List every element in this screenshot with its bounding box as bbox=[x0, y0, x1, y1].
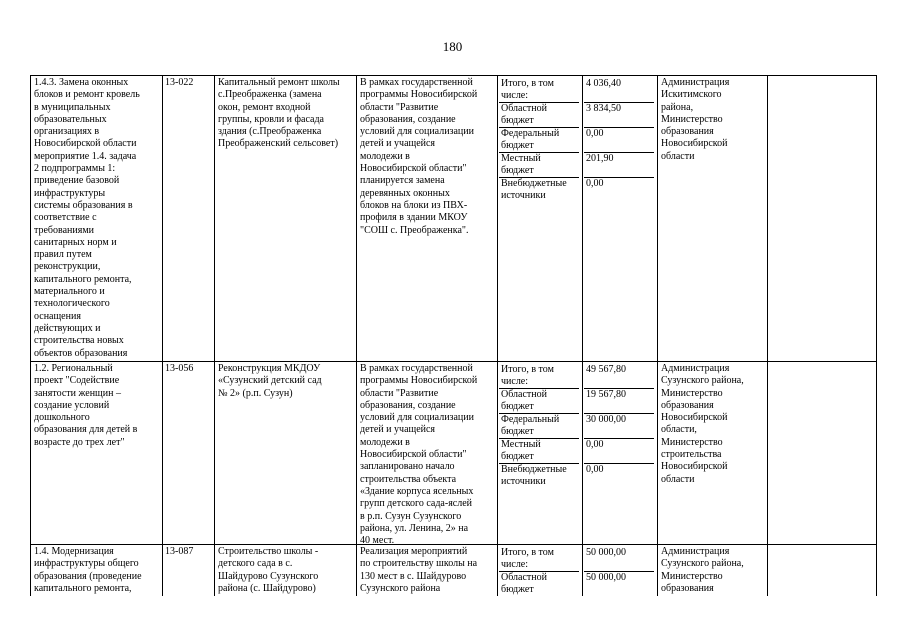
object-name-cell-line: Преображенский сельсовет) bbox=[218, 138, 339, 150]
description-cell-line: по строительству школы на bbox=[360, 558, 478, 570]
column-border bbox=[582, 75, 583, 596]
activity-cell-line: 1.4.3. Замена оконных bbox=[34, 77, 129, 88]
executor-cell-line: строительства bbox=[661, 449, 722, 461]
description-cell bbox=[360, 363, 495, 547]
activity-cell-line: образования для детей в bbox=[34, 424, 138, 436]
funding-source-label-line: Местный bbox=[501, 439, 541, 450]
funding-source-label-line: Областной bbox=[501, 103, 548, 114]
funding-source-label-line: бюджет bbox=[501, 584, 534, 596]
funding-amount: 0,00 bbox=[586, 128, 604, 139]
funding-source-label-line: источники bbox=[501, 476, 546, 488]
funding-source-label bbox=[501, 439, 580, 464]
executor-cell-line: образования bbox=[661, 399, 714, 411]
description-cell-line: молодежи в bbox=[360, 436, 410, 448]
funding-source-label-line: Федеральный bbox=[501, 128, 560, 139]
funding-source-label-line: бюджет bbox=[501, 140, 534, 152]
row-border bbox=[30, 75, 877, 76]
executor-cell-line: Министерство bbox=[661, 570, 723, 582]
funding-source-label-line: Итого, в том bbox=[501, 78, 554, 89]
description-cell-line: блоков на блоки из ПВХ- bbox=[360, 199, 468, 211]
activity-cell-line: строительства новых bbox=[34, 335, 124, 347]
activity-cell-line: Новосибирской области bbox=[34, 138, 137, 150]
executor-cell-line: района, bbox=[661, 101, 694, 113]
column-border bbox=[162, 75, 163, 596]
funding-amount: 0,00 bbox=[586, 464, 604, 475]
executor-cell-line: Искитимского bbox=[661, 89, 722, 101]
funding-source-label bbox=[501, 389, 580, 414]
funding-source-label-line: Итого, в том bbox=[501, 364, 554, 375]
description-cell-line: деревянных оконных bbox=[360, 187, 450, 199]
object-name-cell-line: Шайдурово Сузунского bbox=[218, 570, 319, 582]
object-name-cell bbox=[218, 363, 354, 400]
funding-source-label bbox=[501, 464, 580, 489]
executor-cell-line: Новосибирской bbox=[661, 461, 728, 473]
description-cell-line: 130 мест в с. Шайдурово bbox=[360, 570, 467, 582]
executor-cell-line: Министерство bbox=[661, 113, 723, 125]
funding-source-label-line: Федеральный bbox=[501, 414, 560, 425]
activity-cell-line: реконструкции, bbox=[34, 261, 101, 273]
executor-cell-line: области bbox=[661, 150, 695, 162]
description-cell-line: В рамках государственной bbox=[360, 363, 473, 374]
description-cell-line: 40 мест. bbox=[360, 535, 395, 547]
funding-amount: 19 567,80 bbox=[586, 389, 626, 400]
funding-source-label-line: Местный bbox=[501, 153, 541, 164]
column-border bbox=[876, 75, 877, 596]
activity-cell bbox=[34, 546, 160, 595]
funding-source-label bbox=[501, 178, 580, 203]
funding-source-label-line: Внебюджетные bbox=[501, 464, 567, 475]
activity-cell-line: санитарных норм и bbox=[34, 236, 117, 248]
activity-cell-line: объектов образования bbox=[34, 347, 128, 359]
column-border bbox=[30, 75, 31, 596]
executor-cell-line: Министерство bbox=[661, 387, 723, 399]
description-cell-line: программы Новосибирской bbox=[360, 89, 478, 101]
activity-cell-line: создание условий bbox=[34, 399, 110, 411]
activity-cell-line: возрасте до трех лет" bbox=[34, 436, 125, 448]
funding-source-label-line: числе: bbox=[501, 376, 529, 388]
description-cell-line: Новосибирской области" bbox=[360, 449, 467, 461]
executor-cell-line: области bbox=[661, 473, 695, 485]
executor-cell-line: образования bbox=[661, 126, 714, 138]
executor-cell bbox=[661, 77, 765, 163]
activity-cell-line: технологического bbox=[34, 298, 110, 310]
funding-source-label-line: бюджет bbox=[501, 426, 534, 438]
executor-cell bbox=[661, 363, 765, 486]
activity-cell-line: организациях в bbox=[34, 126, 100, 138]
description-cell-line: молодежи в bbox=[360, 150, 410, 162]
object-name-cell-line: № 2» (р.п. Сузун) bbox=[218, 387, 293, 399]
funding-source-label-line: Областной bbox=[501, 389, 548, 400]
object-code: 13-056 bbox=[165, 363, 194, 374]
activity-cell-line: системы образования в bbox=[34, 199, 133, 211]
funding-amount: 4 036,40 bbox=[586, 78, 621, 89]
activity-cell-line: требованиями bbox=[34, 224, 95, 236]
description-cell-line: Сузунского района bbox=[360, 582, 441, 594]
activity-cell-line: занятости женщин – bbox=[34, 387, 121, 399]
description-cell-line: планируется замена bbox=[360, 175, 445, 187]
column-border bbox=[767, 75, 768, 596]
funding-source-label-line: Областной bbox=[501, 572, 548, 583]
executor-cell-line: Новосибирской bbox=[661, 138, 728, 150]
executor-cell-line: Сузунского района, bbox=[661, 558, 744, 570]
description-cell-line: условий для социализации bbox=[360, 126, 474, 138]
object-name-cell-line: с.Преображенка (замена bbox=[218, 89, 322, 101]
description-cell-line: «Здание корпуса ясельных bbox=[360, 485, 474, 497]
row-border bbox=[30, 361, 877, 362]
funding-source-label-line: числе: bbox=[501, 90, 529, 102]
object-name-cell-line: детского сада в с. bbox=[218, 558, 293, 570]
object-name-cell-line: здания (с.Преображенка bbox=[218, 126, 322, 138]
object-name-cell-line: «Сузунский детский сад bbox=[218, 375, 322, 387]
activity-cell-line: мероприятие 1.4. задача bbox=[34, 150, 137, 162]
funding-source-label-line: бюджет bbox=[501, 115, 534, 127]
executor-cell-line: Администрация bbox=[661, 363, 730, 374]
activity-cell-line: капитального ремонта, bbox=[34, 582, 132, 594]
description-cell-line: образования, создание bbox=[360, 113, 456, 125]
executor-cell-line: области, bbox=[661, 424, 697, 436]
activity-cell bbox=[34, 363, 160, 449]
funding-source-label bbox=[501, 153, 580, 178]
funding-source-label bbox=[501, 572, 580, 597]
executor-cell-line: образования bbox=[661, 582, 714, 594]
activity-cell-line: в муниципальных bbox=[34, 101, 111, 113]
activity-cell-line: 1.4. Модернизация bbox=[34, 546, 114, 557]
description-cell-line: условий для социализации bbox=[360, 412, 474, 424]
activity-cell-line: правил путем bbox=[34, 249, 92, 261]
funding-amount: 50 000,00 bbox=[586, 572, 626, 583]
column-border bbox=[497, 75, 498, 596]
description-cell-line: детей и учащейся bbox=[360, 138, 436, 150]
object-name-cell-line: Реконструкция МКДОУ bbox=[218, 363, 321, 374]
object-name-cell-line: окон, ремонт входной bbox=[218, 101, 311, 113]
funding-source-label-line: источники bbox=[501, 190, 546, 202]
executor-cell-line: Министерство bbox=[661, 436, 723, 448]
activity-cell-line: дошкольного bbox=[34, 412, 90, 424]
funding-source-label bbox=[501, 103, 580, 128]
funding-source-label bbox=[501, 78, 580, 103]
description-cell-line: запланировано начало bbox=[360, 461, 455, 473]
description-cell bbox=[360, 77, 495, 237]
object-name-cell bbox=[218, 77, 354, 151]
description-cell-line: Реализация мероприятий bbox=[360, 546, 468, 557]
description-cell-line: программы Новосибирской bbox=[360, 375, 478, 387]
funding-source-label-line: бюджет bbox=[501, 401, 534, 413]
funding-source-label-line: Внебюджетные bbox=[501, 178, 567, 189]
executor-cell-line: Администрация bbox=[661, 77, 730, 88]
activity-cell-line: материального и bbox=[34, 286, 105, 298]
object-name-cell-line: группы, кровли и фасада bbox=[218, 113, 324, 125]
object-name-cell bbox=[218, 546, 354, 595]
funding-source-label bbox=[501, 364, 580, 389]
activity-cell-line: блоков и ремонт кровель bbox=[34, 89, 140, 101]
funding-source-label-line: числе: bbox=[501, 559, 529, 571]
column-border bbox=[356, 75, 357, 596]
funding-amount: 0,00 bbox=[586, 439, 604, 450]
object-name-cell-line: Строительство школы - bbox=[218, 546, 319, 557]
description-cell-line: Новосибирской области" bbox=[360, 163, 467, 175]
activity-cell-line: действующих и bbox=[34, 322, 101, 334]
funding-source-label-line: бюджет bbox=[501, 451, 534, 463]
column-border bbox=[214, 75, 215, 596]
funding-source-label bbox=[501, 128, 580, 153]
funding-amount: 0,00 bbox=[586, 178, 604, 189]
funding-amount: 201,90 bbox=[586, 153, 614, 164]
executor-cell-line: Сузунского района, bbox=[661, 375, 744, 387]
column-border bbox=[657, 75, 658, 596]
executor-cell bbox=[661, 546, 765, 595]
object-code: 13-087 bbox=[165, 546, 194, 557]
activity-cell-line: образовательных bbox=[34, 113, 107, 125]
object-name-cell-line: Капитальный ремонт школы bbox=[218, 77, 340, 88]
page-number: 180 bbox=[442, 39, 463, 54]
object-name-cell-line: района (с. Шайдурово) bbox=[218, 582, 316, 594]
description-cell bbox=[360, 546, 495, 595]
funding-amount: 49 567,80 bbox=[586, 364, 626, 375]
description-cell-line: профиля в здании МКОУ bbox=[360, 212, 468, 224]
activity-cell-line: проект "Содействие bbox=[34, 375, 120, 387]
description-cell-line: строительства объекта bbox=[360, 473, 457, 485]
description-cell-line: области "Развитие bbox=[360, 101, 439, 113]
funding-source-label bbox=[501, 547, 580, 572]
activity-cell-line: инфраструктуры общего bbox=[34, 558, 139, 570]
description-cell-line: "СОШ с. Преображенка". bbox=[360, 224, 469, 236]
description-cell-line: области "Развитие bbox=[360, 387, 439, 399]
description-cell-line: образования, создание bbox=[360, 399, 456, 411]
funding-amount: 3 834,50 bbox=[586, 103, 621, 114]
executor-cell-line: Администрация bbox=[661, 546, 730, 557]
activity-cell-line: инфраструктуры bbox=[34, 187, 106, 199]
activity-cell-line: 1.2. Региональный bbox=[34, 363, 113, 374]
funding-source-label bbox=[501, 414, 580, 439]
activity-cell-line: соответствие с bbox=[34, 212, 97, 224]
description-cell-line: детей и учащейся bbox=[360, 424, 436, 436]
description-cell-line: в р.п. Сузун Сузунского bbox=[360, 510, 462, 522]
description-cell-line: групп детского сада-яслей bbox=[360, 498, 473, 510]
activity-cell-line: образования (проведение bbox=[34, 570, 142, 582]
executor-cell-line: Новосибирской bbox=[661, 412, 728, 424]
funding-source-label-line: Итого, в том bbox=[501, 547, 554, 558]
funding-source-label-line: бюджет bbox=[501, 165, 534, 177]
object-code: 13-022 bbox=[165, 77, 194, 88]
funding-amount: 30 000,00 bbox=[586, 414, 626, 425]
description-cell-line: района, ул. Ленина, 2» на bbox=[360, 522, 469, 534]
funding-amount: 50 000,00 bbox=[586, 547, 626, 558]
activity-cell-line: 2 подпрограммы 1: bbox=[34, 163, 116, 175]
description-cell-line: В рамках государственной bbox=[360, 77, 473, 88]
activity-cell-line: приведение базовой bbox=[34, 175, 120, 187]
activity-cell-line: оснащения bbox=[34, 310, 81, 322]
activity-cell bbox=[34, 77, 160, 360]
activity-cell-line: капитального ремонта, bbox=[34, 273, 132, 285]
